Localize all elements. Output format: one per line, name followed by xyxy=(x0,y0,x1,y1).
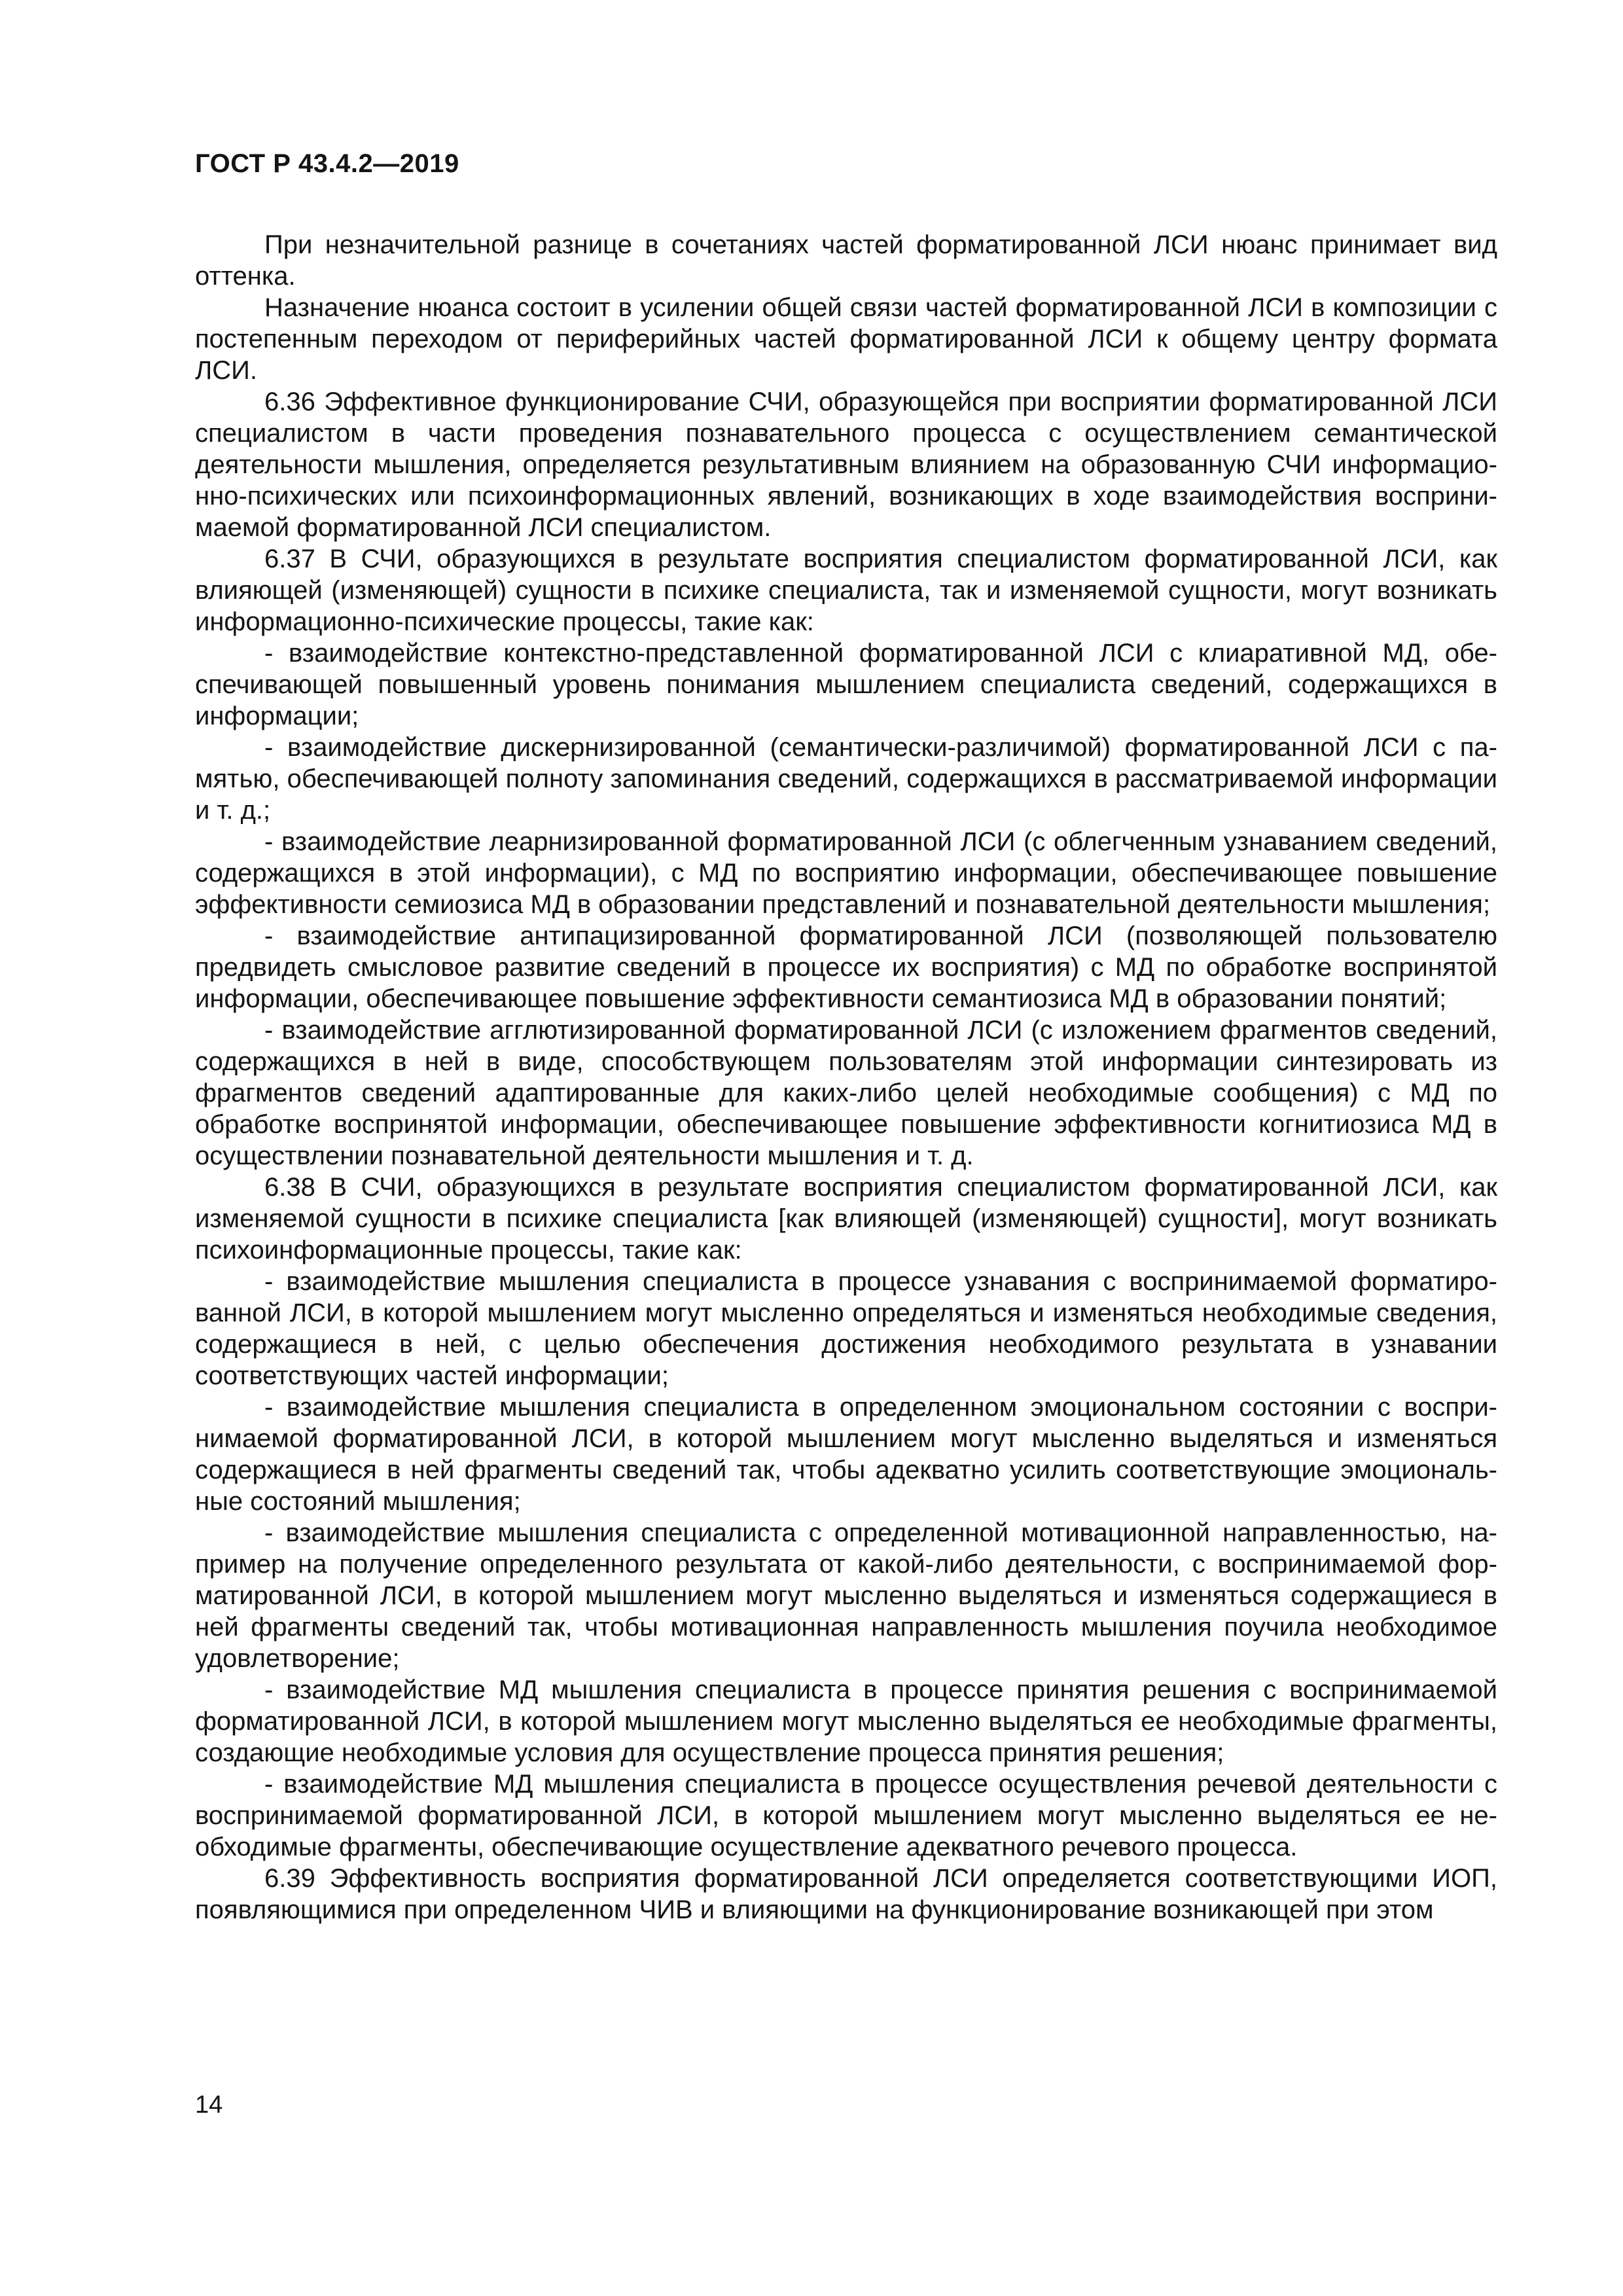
section-6-37: 6.37 В СЧИ, образующихся в результате восприятия специалистом форматированной ЛСИ, как влияющей (изменяющей) сущности в психике специалиста, так и изменяемой сущности, могут возникать информационно-психические процессы, такие как: xyxy=(195,545,1497,636)
section-6-36: 6.36 Эффективное функционирование СЧИ, образующейся при восприятии форматированной ЛСИ специалистом в части проведения познавательного процесса с осуществлением семантической деятельности мышления, определяется результативным влиянием на образованную СЧИ информационно-психических или психоинформационных явлений, возникающих в ходе взаимодействия воспринимаемой форматированной ЛСИ специалистом. xyxy=(195,387,1497,542)
list-item: - взаимодействие контекстно-представленной форматированной ЛСИ с клиаративной МД, обеспечивающей повышенный уровень понимания мышлением специалиста сведений, содержащихся в информации; xyxy=(195,639,1497,730)
list-item: - взаимодействие МД мышления специалиста в процессе принятия решения с воспринимаемой форматированной ЛСИ, в которой мышлением могут мысленно выделяться ее необходимые фрагменты, создающие необходимые условия для осуществление процесса принятия решения; xyxy=(195,1676,1497,1767)
list-item: - взаимодействие леарнизированной форматированной ЛСИ (с облегченным узнаванием сведений, содержащихся в этой информации), с МД по восприятию информации, обеспечивающее повышение эффективности семиозиса МД в образовании представлений и познавательной деятельности мышления; xyxy=(195,827,1497,919)
list-item: - взаимодействие МД мышления специалиста в процессе осуществления речевой деятельности с воспринимаемой форматированной ЛСИ, в которой мышлением могут мысленно выделяться ее необходимые фрагменты, обеспечивающие осуществление адекватного речевого процесса. xyxy=(195,1770,1497,1861)
list-item: - взаимодействие мышления специалиста в определенном эмоциональном состоянии с воспринимаемой форматированной ЛСИ, в которой мышлением могут мысленно выделяться и изменяться содержащиеся в ней фрагменты сведений так, чтобы адекватно усилить соответствующие эмоциональные состояний мышления; xyxy=(195,1393,1497,1516)
list-item: - взаимодействие антипацизированной форматированной ЛСИ (позволяющей пользователю предвидеть смысловое развитие сведений в процессе их восприятия) с МД по обработке воспринятой информации, обеспечивающее повышение эффективности семантиозиса МД в образовании понятий; xyxy=(195,922,1497,1013)
paragraph: При незначительной разнице в сочетаниях частей форматированной ЛСИ нюанс принимает вид оттенка. xyxy=(195,230,1497,291)
list-item: - взаимодействие агглютизированной форматированной ЛСИ (с изложением фрагментов сведений, содержащихся в ней в виде, способствующем пользователям этой информации синтезировать из фрагментов сведений адаптированные для каких-либо целей необходимые сообщения) с МД по обработке воспринятой информации, обеспечивающее повышение эффективности когнитиозиса МД в осуществлении познавательной деятельности мышления и т. д. xyxy=(195,1016,1497,1170)
list-item: - взаимодействие дискернизированной (семантически-различимой) форматированной ЛСИ с памятью, обеспечивающей полноту запоминания сведений, содержащихся в рассматриваемой информации и т. д.; xyxy=(195,733,1497,825)
document-header: ГОСТ Р 43.4.2—2019 xyxy=(195,149,459,178)
list-item: - взаимодействие мышления специалиста в процессе узнавания с воспринимаемой форматированной ЛСИ, в которой мышлением могут мысленно определяться и изменяться необходимые сведения, содержащиеся в ней, с целью обеспечения достижения необходимого результата в узнавании соответствующих частей информации; xyxy=(195,1267,1497,1390)
list-item: - взаимодействие мышления специалиста с определенной мотивационной направленностью, например на получение определенного результата от какой-либо деятельности, с воспринимаемой форматированной ЛСИ, в которой мышлением могут мысленно выделяться и изменяться содержащиеся в ней фрагменты сведений так, чтобы мотивационная направленность мышления поучила необходимое удовлетворение; xyxy=(195,1518,1497,1673)
section-6-38: 6.38 В СЧИ, образующихся в результате восприятия специалистом форматированной ЛСИ, как изменяемой сущности в психике специалиста [как влияющей (изменяющей) сущности], могут возникать психоинформационные процессы, такие как: xyxy=(195,1173,1497,1265)
section-6-39: 6.39 Эффективность восприятия форматированной ЛСИ определяется соответствующими ИОП, появляющимися при определенном ЧИВ и влияющими на функционирование возникающей при этом xyxy=(195,1864,1497,1924)
document-body xyxy=(195,229,1497,1926)
page-number: 14 xyxy=(195,2091,223,2119)
paragraph: Назначение нюанса состоит в усилении общей связи частей форматированной ЛСИ в композиции с постепенным переходом от периферийных частей форматированной ЛСИ к общему центру формата ЛСИ. xyxy=(195,293,1497,385)
